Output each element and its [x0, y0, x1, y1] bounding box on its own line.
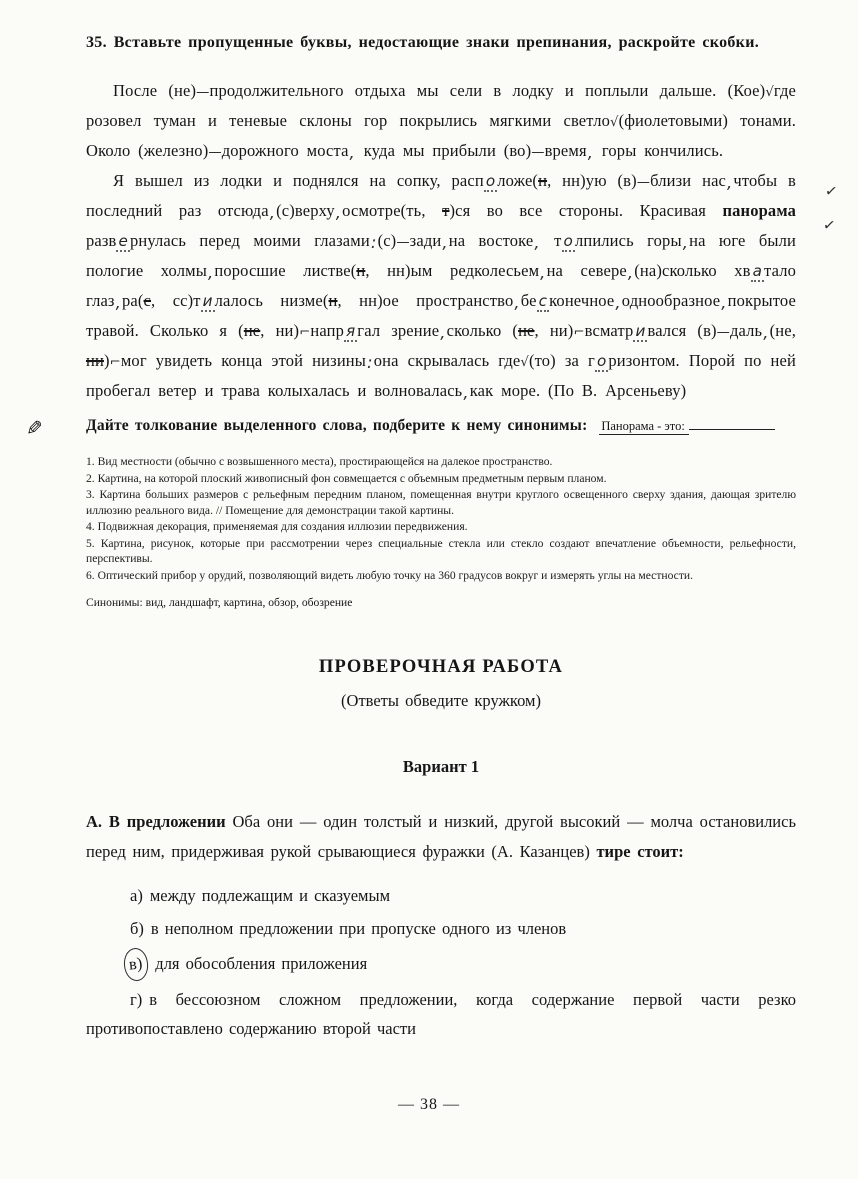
crossed-out-option: с — [143, 291, 152, 311]
printed-text: (фиолетовыми) тонами. Около (железно) — [86, 111, 796, 161]
handwritten-mark: : — [367, 353, 373, 373]
printed-text: как море. (По В. Арсеньеву) — [469, 381, 687, 401]
handwritten-mark: , — [269, 203, 276, 223]
handwritten-mark: , — [349, 143, 355, 163]
printed-text: на юге были пологие холмы — [86, 231, 796, 281]
printed-text: напр — [310, 321, 345, 341]
option-a-letter: а) — [130, 885, 143, 905]
printed-text: покрытое травой. Сколько я ( — [86, 291, 796, 341]
printed-text: дорожного моста — [221, 141, 349, 161]
option-b-letter: б) — [130, 919, 144, 939]
page-number: — 38 — — [398, 1096, 460, 1113]
handwritten-inserted-letter: о — [596, 352, 607, 371]
handwritten-mark: , — [335, 203, 342, 223]
printed-text: (с) — [377, 231, 397, 251]
printed-text: , ни) — [534, 321, 574, 341]
printed-text: на востоке — [448, 231, 534, 251]
crossed-out-option: н — [328, 291, 338, 311]
handwritten-mark: , — [207, 263, 214, 283]
option-g-text: в бессоюзном сложном предложении, когда содержание первой части резко противопоставлено содержанию второй части — [86, 989, 796, 1039]
definition-item: 2. Картина, на которой плоский живописный фон совмещается с объемным предметным первым планом. — [86, 471, 607, 485]
printed-text: , нн)ое пространство — [337, 291, 514, 311]
handwritten-mark: ⌐ — [299, 325, 311, 341]
synonyms-line: Синонимы: вид, ландшафт, картина, обзор, обозрение — [86, 596, 353, 610]
printed-text: гал зрение — [357, 321, 440, 341]
handwritten-inserted-letter: о — [485, 172, 496, 191]
printed-text: (то) за г — [528, 351, 595, 371]
handwritten-mark: , — [615, 293, 621, 313]
handwritten-inserted-letter: о — [563, 232, 573, 251]
printed-text: (на)сколько хв — [634, 261, 751, 281]
handwritten-mark: √ — [610, 115, 619, 131]
printed-text: ложе( — [497, 171, 539, 191]
crossed-out-option: н — [356, 261, 366, 281]
definition-item: 3. Картина больших размеров с рельефным передним планом, помещенная внутри круглого освещенного сверху здания, дающая зрителю иллюзию реального вида. // Помещение для демонстрации такой картины. — [86, 488, 796, 517]
printed-text: бе — [520, 291, 537, 311]
printed-text: (с)верху — [276, 201, 335, 221]
handwritten-mark: ⌐ — [109, 355, 121, 371]
handwritten-inserted-letter: и — [635, 322, 646, 341]
printed-text: горы кончились. — [594, 141, 724, 161]
printed-text: близи нас — [650, 171, 727, 191]
printed-text: панорама — [722, 201, 797, 221]
printed-text: Я вышел из лодки и поднялся на сопку, расп — [113, 171, 484, 191]
printed-text: ризонтом. Порой по ней пробегал ветер и трава колыхалась и волновалась — [86, 351, 796, 401]
handwritten-mark: , — [627, 263, 634, 283]
printed-text: конечное — [549, 291, 615, 311]
exercise-paragraph-2-wrap — [86, 166, 840, 406]
crossed-out-option: не — [518, 321, 535, 341]
handwritten-mark: , — [763, 323, 769, 343]
printed-text: ра( — [122, 291, 144, 311]
printed-text: где розовел туман и теневые склоны гор покрылись мягкими светло — [86, 81, 796, 131]
definition-item: 4. Подвижная декорация, применяемая для создания иллюзии передвижения. — [86, 520, 468, 534]
task-label: Дайте толкование выделенного слова, подберите к нему синонимы: — [86, 417, 588, 435]
printed-text: , нн)ую (в) — [547, 171, 637, 191]
option-b — [86, 914, 796, 944]
handwritten-mark: — — [636, 175, 651, 191]
printed-text: на севере — [546, 261, 627, 281]
printed-text: , нн)ым редколесьем — [365, 261, 540, 281]
handwritten-mark: ⌐ — [573, 325, 585, 341]
printed-text: всматр — [584, 321, 634, 341]
option-v-letter-circled: в) — [123, 947, 150, 982]
printed-text: т — [540, 231, 562, 251]
checkmark-icon: ✓ — [824, 181, 840, 201]
printed-text: Оба они — один толстый и низкий, другой высокий — молча остановились перед ним, придерживая рукой срывающиеся фуражки (А. Казанцев) — [86, 812, 796, 861]
handwritten-mark: , — [587, 143, 594, 163]
printed-text: )ся во все стороны. Красивая — [449, 201, 723, 221]
handwritten-mark: — — [196, 85, 210, 100]
handwritten-mark: — — [531, 145, 545, 161]
printed-text: После (не) — [113, 81, 197, 100]
printed-text: сколько ( — [446, 321, 519, 341]
crossed-out-option: т — [442, 201, 450, 221]
crossed-out-option: не — [243, 321, 261, 341]
variant-heading: Вариант 1 — [402, 757, 480, 777]
handwritten-mark: : — [370, 233, 377, 253]
answer-options — [86, 881, 796, 1044]
handwritten-mark: , — [540, 263, 546, 283]
handwritten-mark: , — [442, 233, 448, 253]
crossed-out-option: ни — [86, 351, 104, 371]
option-b-text: в неполном предложении при пропуске одного из членов — [150, 919, 567, 939]
printed-text: , ни) — [260, 321, 300, 341]
printed-text: разв — [86, 231, 117, 251]
printed-text: даль — [730, 321, 763, 341]
test-section-title: ПРОВЕРОЧНАЯ РАБОТА — [318, 657, 564, 678]
exercise-paragraph-2 — [86, 166, 796, 406]
printed-text: осмотре(ть, — [342, 201, 443, 221]
checkmark-icon: ✓ — [822, 215, 838, 235]
handwritten-mark: , — [115, 293, 122, 313]
handwritten-inserted-letter: и — [202, 292, 213, 311]
printed-text: вался (в) — [647, 321, 717, 341]
option-v — [86, 948, 796, 981]
handwritten-mark: , — [440, 323, 446, 343]
exercise-heading: 35. Вставьте пропущенные буквы, недостающие знаки препинания, раскройте скобки. — [86, 34, 760, 51]
handwritten-mark: , — [721, 293, 727, 313]
printed-text: , сс)т — [151, 291, 201, 311]
printed-text: тире стоит: — [596, 841, 684, 861]
handwritten-inserted-letter: е — [118, 232, 128, 251]
answer-blank-line — [689, 417, 775, 430]
crossed-out-option: н — [538, 171, 548, 191]
definition-item: 1. Вид местности (обычно с возвышенного места), простирающейся на далекое пространство. — [86, 454, 553, 468]
option-a-text: между подлежащим и сказуемым — [149, 885, 391, 905]
option-a — [86, 881, 796, 911]
printed-text: лалось низме( — [214, 291, 329, 311]
printed-text: зади — [409, 231, 442, 251]
option-v-text: для обособления приложения — [155, 953, 368, 973]
printed-text: однообразное — [621, 291, 721, 311]
printed-text: рнулась перед моими глазами — [129, 231, 370, 251]
option-g-letter: г) — [130, 989, 143, 1009]
handwritten-mark: √ — [520, 355, 529, 371]
definition-item: 5. Картина, рисунок, которые при рассмотрении через специальные стекла или стекло создают впечатление объемности, рельефности, перспективы. — [86, 536, 796, 566]
handwritten-inserted-letter: с — [538, 292, 548, 311]
exercise-paragraph-1 — [86, 76, 796, 166]
handwritten-mark: , — [727, 173, 733, 193]
printed-text: она скрывалась где — [373, 351, 521, 371]
pencil-icon: ✎ — [26, 418, 43, 441]
handwritten-mark: — — [208, 145, 222, 161]
handwritten-mark: , — [463, 383, 469, 403]
handwritten-mark: , — [534, 233, 540, 253]
option-g — [86, 985, 796, 1044]
definition-item: 6. Оптический прибор у орудий, позволяющий видеть любую точку на 360 градусов вокруг и измерять углы на местности. — [86, 568, 694, 582]
printed-text: время — [544, 141, 587, 161]
printed-text: А. В предложении — [86, 812, 233, 832]
task-answer-label: Панорама - это: — [599, 419, 688, 435]
glossary-definitions — [86, 454, 796, 583]
question-a — [86, 807, 796, 866]
task-row — [26, 414, 796, 441]
handwritten-mark: √ — [765, 85, 774, 100]
test-section-subtitle: (Ответы обведите кружком) — [341, 691, 541, 711]
handwritten-inserted-letter: я — [346, 322, 356, 341]
handwritten-mark: , — [514, 293, 520, 313]
handwritten-mark: , — [682, 233, 689, 253]
handwritten-mark: — — [396, 235, 410, 251]
printed-text: тало глаз — [86, 261, 796, 311]
handwritten-mark: — — [716, 325, 730, 341]
printed-text: продолжительного отдыха мы сели в лодку и поплыли дальше. (Кое) — [209, 81, 766, 100]
handwritten-inserted-letter: а — [752, 262, 763, 281]
printed-text: чтобы в последний раз отсюда — [86, 171, 796, 221]
printed-text: поросшие листве( — [214, 261, 357, 281]
printed-text: ) — [103, 351, 110, 371]
printed-text: (не, — [769, 321, 797, 341]
printed-text: куда мы прибыли (во) — [355, 141, 532, 161]
printed-text: лпились горы — [574, 231, 682, 251]
printed-text: мог увидеть конца этой низины — [120, 351, 367, 371]
